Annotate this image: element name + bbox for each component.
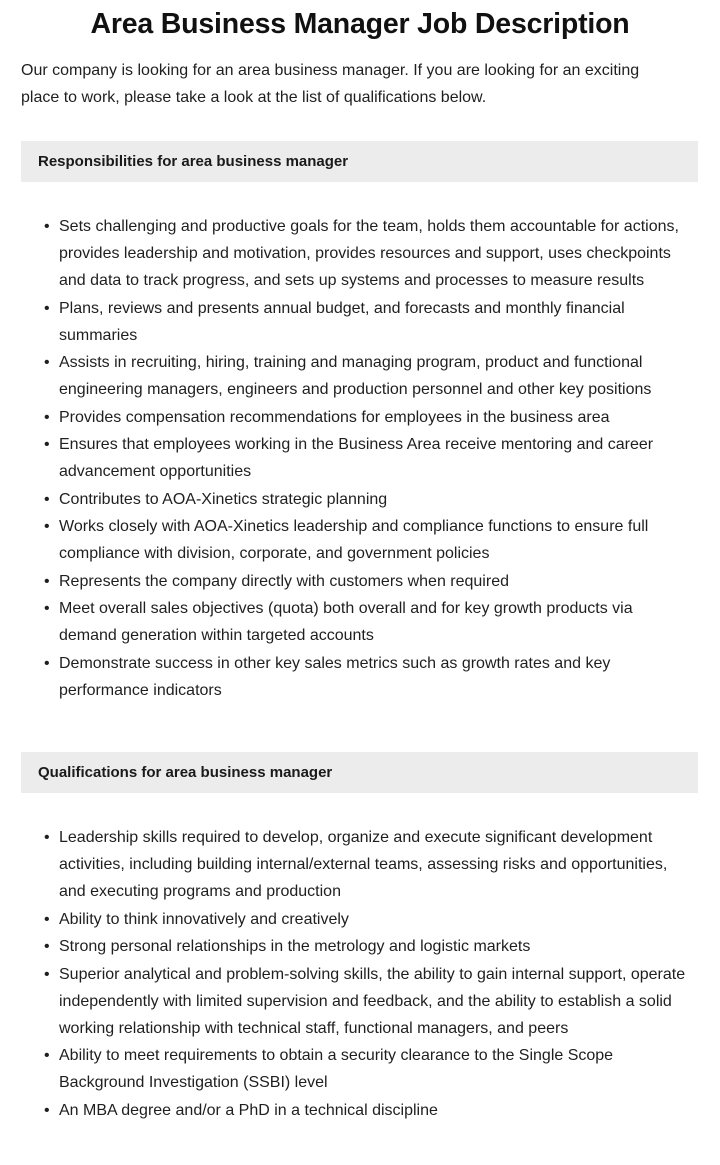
list-item: • Contributes to AOA-Xinetics strategic planning xyxy=(44,486,690,513)
list-item: • Superior analytical and problem-solving skills, the ability to gain internal support, operate independently with limited supervision and feedback, and the ability to establish a solid working relationship with technical staff, functional managers, and peers xyxy=(44,961,690,1042)
list-item: • Plans, reviews and presents annual budget, and forecasts and monthly financial summaries xyxy=(44,295,690,349)
section-header-qualifications xyxy=(21,752,698,793)
list-item: • Sets challenging and productive goals for the team, holds them accountable for actions, provides leadership and motivation, provides resources and support, uses checkpoints and data to track progress, and sets up systems and processes to measure results xyxy=(44,213,690,294)
section-header-label: Responsibilities for area business manager xyxy=(38,153,349,170)
spacer xyxy=(0,111,720,141)
list-item: • Provides compensation recommendations for employees in the business area xyxy=(44,404,690,431)
section-header-label: Qualifications for area business manager xyxy=(38,764,333,781)
list-item: • Ensures that employees working in the Business Area receive mentoring and career advancement opportunities xyxy=(44,431,690,485)
list-item: • Meet overall sales objectives (quota) both overall and for key growth products via demand generation within targeted accounts xyxy=(44,595,690,649)
list-item: • Ability to think innovatively and creatively xyxy=(44,906,690,933)
list-item: • Ability to meet requirements to obtain a security clearance to the Single Scope Background Investigation (SSBI) level xyxy=(44,1042,690,1096)
intro-paragraph: Our company is looking for an area business manager. If you are looking for an exciting place to work, please take a look at the list of qualifications below. xyxy=(21,62,640,106)
responsibilities-list xyxy=(0,213,720,704)
list-item: • Works closely with AOA-Xinetics leadership and compliance functions to ensure full compliance with division, corporate, and government policies xyxy=(44,513,690,567)
section-responsibilities xyxy=(0,141,720,722)
page-title: Area Business Manager Job Description xyxy=(90,8,630,40)
section-header-responsibilities xyxy=(21,141,698,182)
list-item: • Assists in recruiting, hiring, training and managing program, product and functional engineering managers, engineers and production personnel and other key positions xyxy=(44,349,690,403)
spacer xyxy=(0,793,720,824)
section-qualifications xyxy=(0,752,720,1124)
list-item: • Strong personal relationships in the metrology and logistic markets xyxy=(44,933,690,960)
list-item: • Demonstrate success in other key sales metrics such as growth rates and key performance indicators xyxy=(44,650,690,704)
list-item: • An MBA degree and/or a PhD in a technical discipline xyxy=(44,1097,690,1124)
list-item: • Leadership skills required to develop, organize and execute significant development activities, including building internal/external teams, assessing risks and opportunities, and executing programs and production xyxy=(44,824,690,905)
spacer xyxy=(0,722,720,752)
list-item: • Represents the company directly with customers when required xyxy=(44,568,690,595)
spacer xyxy=(0,704,720,722)
spacer xyxy=(0,1124,720,1146)
qualifications-list xyxy=(0,824,720,1124)
spacer xyxy=(0,182,720,213)
